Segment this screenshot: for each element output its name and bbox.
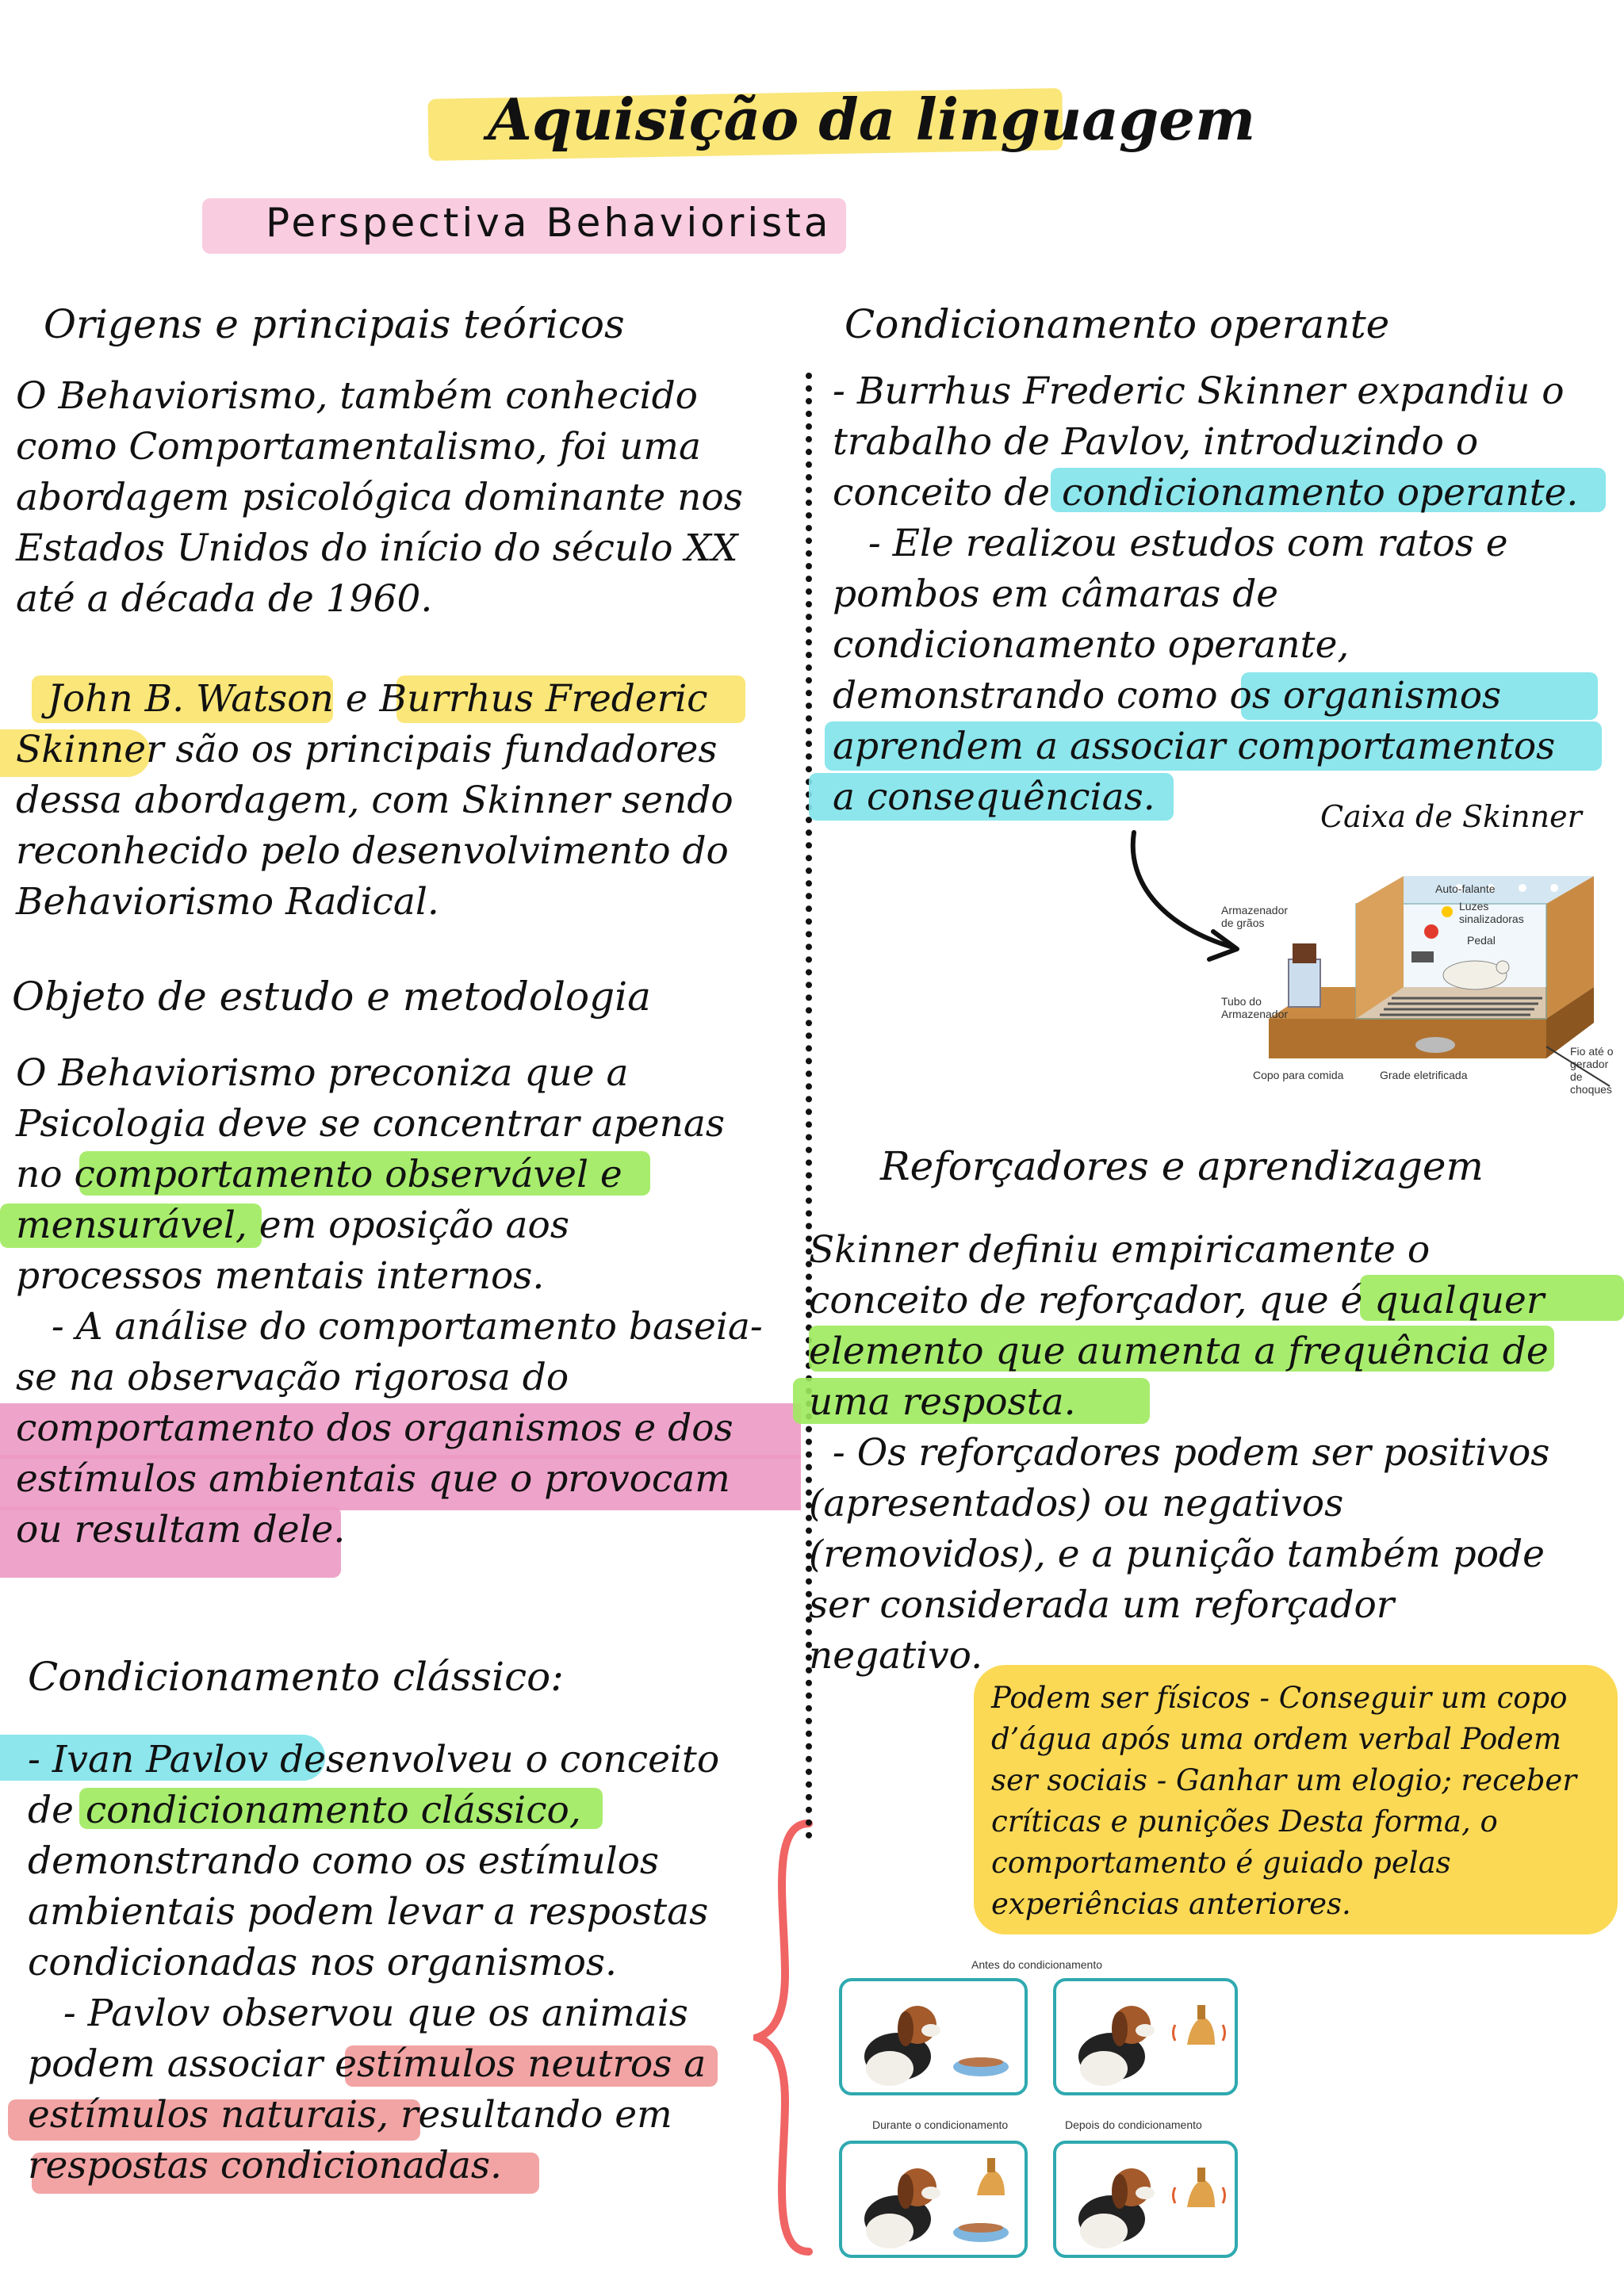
text-line: O Behaviorismo, também conhecido	[16, 374, 698, 418]
text-line: Skinner são os principais fundadores	[16, 728, 718, 771]
note-line: comportamento é guiado pelas	[991, 1846, 1451, 1880]
classico-paragraph	[28, 1735, 719, 2191]
text-line: de condicionamento clássico,	[28, 1789, 581, 1832]
skinner-label: Auto-falante	[1435, 882, 1496, 895]
origens-paragraph-1	[16, 371, 743, 625]
text-line: mensurável, em oposição aos	[16, 1203, 569, 1247]
text-line: condicionamento operante,	[833, 623, 1350, 667]
text-line: Skinner definiu empiricamente o	[809, 1228, 1431, 1272]
heading-origens: Origens e principais teóricos	[44, 301, 625, 347]
text-line: no comportamento observável e	[16, 1153, 622, 1196]
text-line: reconhecido pelo desenvolvimento do	[16, 829, 729, 873]
pavlov-label-before: Antes do condicionamento	[971, 1958, 1102, 1971]
note-line: Podem ser físicos - Conseguir um copo	[991, 1681, 1568, 1715]
text-line: como Comportamentalismo, foi uma	[16, 425, 702, 469]
text-line: demonstrando como os organismos	[833, 674, 1502, 718]
text-line: - A análise do comportamento baseia-	[16, 1305, 763, 1349]
skinner-label: Copo para comida	[1253, 1069, 1344, 1081]
text-line: Behaviorismo Radical.	[16, 880, 439, 924]
page-subtitle: Perspectiva Behaviorista	[266, 200, 832, 246]
text-line: (removidos), e a punição também pode	[809, 1533, 1545, 1576]
text-line: conceito de reforçador, que é qualquer	[809, 1279, 1545, 1322]
text-line: estímulos naturais, resultando em	[28, 2093, 672, 2137]
skinner-label: Pedal	[1467, 934, 1496, 947]
text-line: abordagem psicológica dominante nos	[16, 476, 743, 519]
text-line: negativo.	[809, 1634, 983, 1678]
text-line: elemento que aumenta a frequência de	[809, 1330, 1549, 1373]
heading-objeto: Objeto de estudo e metodologia	[12, 974, 651, 1020]
pavlov-label-after: Depois do condicionamento	[1065, 2118, 1202, 2131]
text-line: O Behaviorismo preconiza que a	[16, 1051, 629, 1095]
note-box	[974, 1665, 1618, 1934]
text-line: a consequências.	[833, 775, 1155, 819]
note-line: experiências anteriores.	[991, 1887, 1351, 1921]
brace-icon	[753, 1816, 825, 2260]
origens-paragraph-2	[16, 674, 733, 928]
text-line: (apresentados) ou negativos	[809, 1482, 1344, 1525]
text-line: podem associar estímulos neutros a	[28, 2042, 707, 2086]
operante-paragraph	[833, 366, 1578, 823]
pavlov-card-after	[1053, 2141, 1238, 2258]
text-line: se na observação rigorosa do	[16, 1356, 569, 1399]
figure-caption-skinner: Caixa de Skinner	[1320, 799, 1582, 834]
text-line: até a década de 1960.	[16, 577, 433, 621]
note-line: críticas e punições Desta forma, o	[991, 1804, 1498, 1839]
note-line: ser sociais - Ganhar um elogio; receber	[991, 1763, 1577, 1797]
skinner-label: Grade eletrificada	[1380, 1069, 1468, 1081]
skinner-label: Fio até o gerador de choques	[1570, 1045, 1614, 1096]
heading-classico: Condicionamento clássico:	[28, 1654, 565, 1700]
pavlov-card-during	[839, 2141, 1028, 2258]
text-line: - Ele realizou estudos com ratos e	[833, 522, 1508, 565]
text-line: ou resultam dele.	[16, 1508, 346, 1552]
text-line: ambientais podem levar a respostas	[28, 1890, 709, 1934]
text-line: conceito de condicionamento operante.	[833, 471, 1579, 515]
note-line: d’água após uma ordem verbal Podem	[991, 1722, 1561, 1756]
text-line: uma resposta.	[809, 1380, 1076, 1424]
text-line: John B. Watson e Burrhus Frederic	[48, 677, 708, 721]
text-line: Estados Unidos do início do século XX	[16, 526, 738, 570]
objeto-paragraph	[16, 1048, 763, 1556]
text-line: dessa abordagem, com Skinner sendo	[16, 779, 733, 822]
text-line: respostas condicionadas.	[28, 2144, 502, 2187]
text-line: - Burrhus Frederic Skinner expandiu o	[833, 369, 1565, 413]
text-line: - Ivan Pavlov desenvolveu o conceito	[28, 1738, 720, 1781]
skinner-box-illustration	[1221, 856, 1618, 1102]
pavlov-card-before-bell	[1053, 1978, 1238, 2095]
reforcadores-paragraph	[809, 1225, 1549, 1682]
heading-reforcadores: Reforçadores e aprendizagem	[880, 1143, 1484, 1189]
page-title: Aquisição da linguagem	[488, 86, 1256, 153]
text-line: Psicologia deve se concentrar apenas	[16, 1102, 726, 1146]
text-line: processos mentais internos.	[16, 1254, 545, 1298]
heading-operante: Condicionamento operante	[845, 301, 1390, 347]
skinner-label: Armazenador de grãos	[1221, 904, 1289, 929]
text-line: estímulos ambientais que o provocam	[16, 1457, 730, 1501]
pavlov-card-before-food	[839, 1978, 1028, 2095]
text-line: trabalho de Pavlov, introduzindo o	[833, 420, 1479, 464]
text-line: pombos em câmaras de	[833, 572, 1279, 616]
text-line: aprendem a associar comportamentos	[833, 725, 1556, 768]
text-line: comportamento dos organismos e dos	[16, 1406, 733, 1450]
pavlov-label-during: Durante o condicionamento	[872, 2118, 1009, 2131]
text-line: demonstrando como os estímulos	[28, 1839, 660, 1883]
text-line: condicionadas nos organismos.	[28, 1941, 617, 1984]
text-line: - Os reforçadores podem ser positivos	[809, 1431, 1550, 1475]
skinner-label: Tubo do Armazenador	[1221, 995, 1289, 1020]
text-line: ser considerada um reforçador	[809, 1583, 1395, 1627]
skinner-label: Luzes sinalizadoras	[1459, 900, 1524, 925]
text-line: - Pavlov observou que os animais	[28, 1992, 688, 2035]
